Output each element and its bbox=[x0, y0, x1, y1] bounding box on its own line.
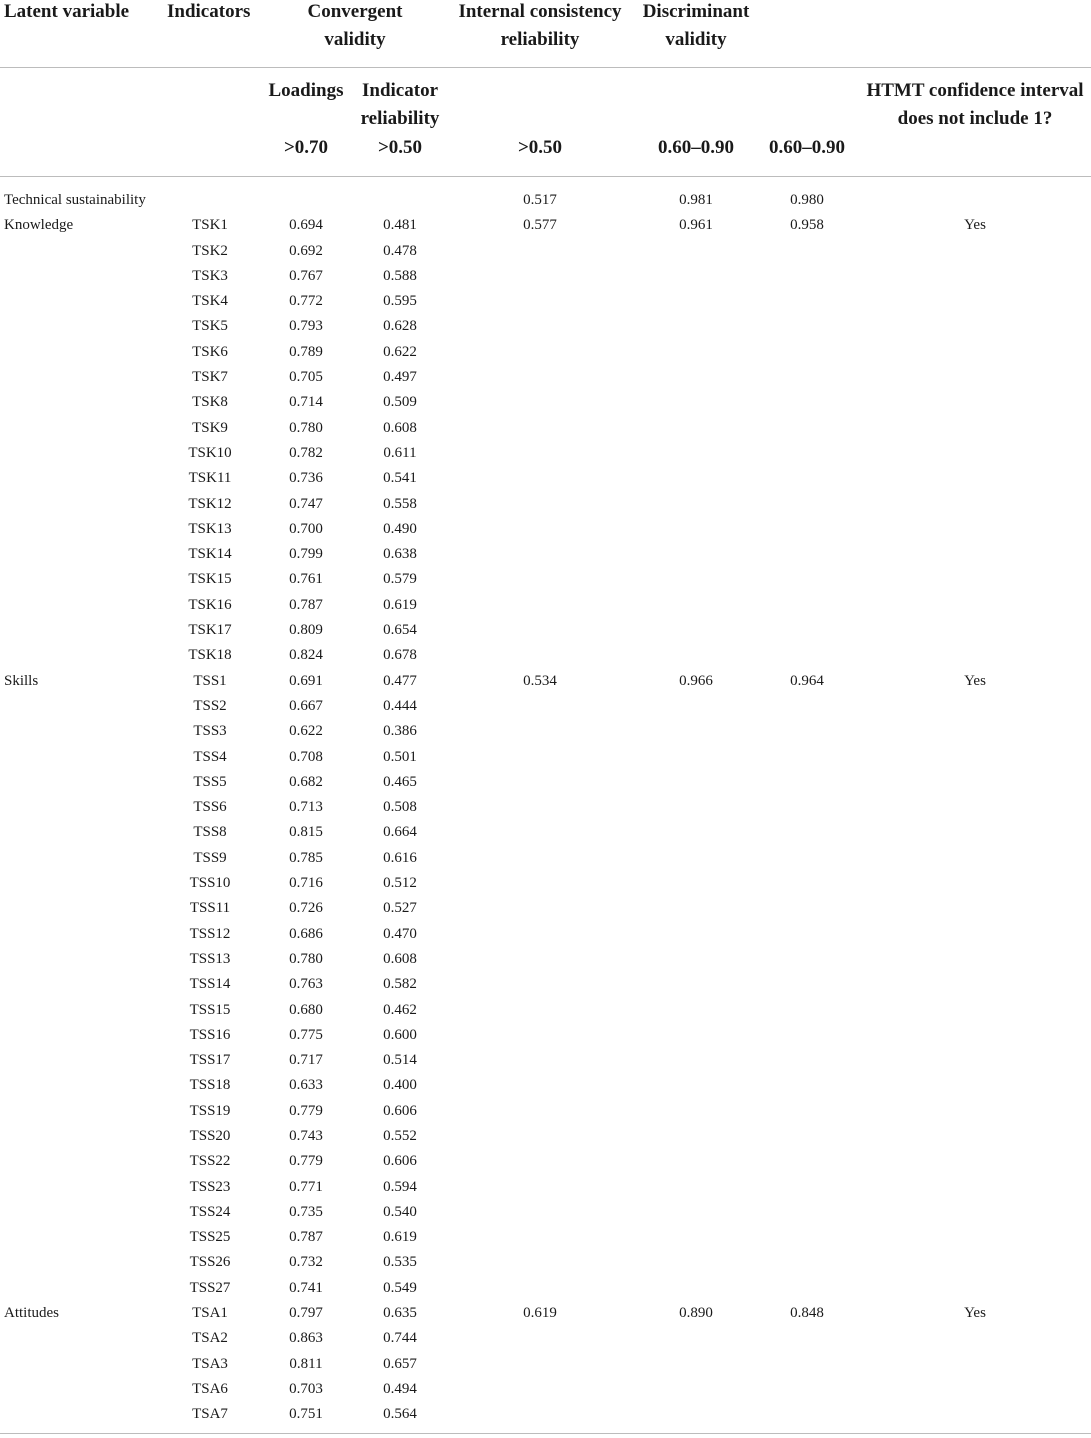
cell-indicator-reliability: 0.600 bbox=[383, 1026, 417, 1043]
table-row bbox=[0, 972, 1091, 997]
cell-rho: 0.848 bbox=[790, 1305, 824, 1322]
cell-loading: 0.622 bbox=[289, 723, 323, 740]
header-htmt-line2: does not include 1? bbox=[897, 108, 1053, 129]
table-body bbox=[0, 188, 1091, 1428]
cell-loading: 0.775 bbox=[289, 1026, 323, 1043]
threshold-rho: 0.60–0.90 bbox=[769, 137, 845, 158]
cell-loading: 0.633 bbox=[289, 1077, 323, 1094]
cell-indicator-reliability: 0.619 bbox=[383, 1229, 417, 1246]
cell-indicator-reliability: 0.549 bbox=[383, 1279, 417, 1296]
cell-indicator-reliability: 0.478 bbox=[383, 242, 417, 259]
table-row bbox=[0, 1326, 1091, 1351]
cell-indicator: TSS8 bbox=[193, 824, 227, 841]
cell-indicator-reliability: 0.444 bbox=[383, 697, 417, 714]
cell-indicator: TSK10 bbox=[188, 444, 232, 461]
cell-loading: 0.703 bbox=[289, 1380, 323, 1397]
cell-indicator-reliability: 0.552 bbox=[383, 1127, 417, 1144]
table-row bbox=[0, 213, 1091, 238]
cell-ave: 0.577 bbox=[523, 217, 557, 234]
table-row bbox=[0, 719, 1091, 744]
header-discriminant-validity bbox=[630, 0, 762, 54]
cell-ave: 0.619 bbox=[523, 1305, 557, 1322]
table-row bbox=[0, 365, 1091, 390]
header-latent-variable: Latent variable bbox=[4, 1, 130, 22]
cell-latent-variable: Knowledge bbox=[4, 217, 74, 234]
table-row bbox=[0, 820, 1091, 845]
cell-indicator-reliability: 0.535 bbox=[383, 1254, 417, 1271]
table-row bbox=[0, 466, 1091, 491]
header-convergent-validity-line2: validity bbox=[324, 29, 386, 50]
cell-htmt: Yes bbox=[964, 672, 986, 689]
cell-latent-variable: Skills bbox=[4, 672, 39, 689]
cell-loading: 0.751 bbox=[289, 1406, 323, 1423]
header-convergent-validity-line1: Convergent bbox=[307, 1, 403, 22]
cell-loading: 0.779 bbox=[289, 1153, 323, 1170]
cell-indicator: TSK8 bbox=[192, 394, 228, 411]
table-row bbox=[0, 1276, 1091, 1301]
cell-composite-reliability: 0.961 bbox=[679, 217, 713, 234]
cell-indicator: TSS26 bbox=[189, 1254, 231, 1271]
threshold-loadings: >0.70 bbox=[283, 137, 329, 158]
cell-indicator: TSS3 bbox=[193, 723, 227, 740]
cell-indicator-reliability: 0.635 bbox=[383, 1305, 417, 1322]
cell-indicator-reliability: 0.494 bbox=[383, 1380, 417, 1397]
table-row bbox=[0, 1048, 1091, 1073]
table-row bbox=[0, 239, 1091, 264]
table-row bbox=[0, 998, 1091, 1023]
cell-loading: 0.763 bbox=[289, 976, 323, 993]
table-row bbox=[0, 770, 1091, 795]
cell-indicator-reliability: 0.540 bbox=[383, 1203, 417, 1220]
cell-indicator: TSK5 bbox=[192, 318, 228, 335]
cell-indicator-reliability: 0.477 bbox=[383, 672, 417, 689]
cell-loading: 0.716 bbox=[289, 875, 323, 892]
cell-indicator: TSK4 bbox=[192, 293, 228, 310]
table-row bbox=[0, 1402, 1091, 1427]
table-row bbox=[0, 922, 1091, 947]
cell-indicator-reliability: 0.514 bbox=[383, 1052, 417, 1069]
cell-indicator: TSS18 bbox=[189, 1077, 231, 1094]
cell-indicator-reliability: 0.595 bbox=[383, 293, 417, 310]
table-row bbox=[0, 1124, 1091, 1149]
cell-indicator-reliability: 0.606 bbox=[383, 1102, 417, 1119]
table-row bbox=[0, 1250, 1091, 1275]
cell-indicator-reliability: 0.638 bbox=[383, 546, 417, 563]
cell-indicator-reliability: 0.509 bbox=[383, 394, 417, 411]
header-htmt bbox=[855, 77, 1091, 133]
cell-indicator: TSK1 bbox=[192, 217, 228, 234]
cell-loading: 0.785 bbox=[289, 849, 323, 866]
cell-composite-reliability: 0.890 bbox=[679, 1305, 713, 1322]
cell-indicator: TSS20 bbox=[189, 1127, 231, 1144]
cell-loading: 0.726 bbox=[289, 900, 323, 917]
cell-loading: 0.779 bbox=[289, 1102, 323, 1119]
cell-loading: 0.686 bbox=[289, 925, 323, 942]
cell-indicator-reliability: 0.744 bbox=[383, 1330, 417, 1347]
cell-loading: 0.799 bbox=[289, 546, 323, 563]
cell-indicator-reliability: 0.541 bbox=[383, 470, 417, 487]
cell-indicator: TSS14 bbox=[189, 976, 231, 993]
cell-indicator-reliability: 0.664 bbox=[383, 824, 417, 841]
cell-loading: 0.741 bbox=[289, 1279, 323, 1296]
cell-indicator: TSK2 bbox=[192, 242, 228, 259]
threshold-indicator-reliability: >0.50 bbox=[377, 137, 423, 158]
table-row bbox=[0, 947, 1091, 972]
cell-indicator: TSS23 bbox=[189, 1178, 231, 1195]
cell-ave: 0.534 bbox=[523, 672, 557, 689]
table-row bbox=[0, 1175, 1091, 1200]
header-indicator-reliability-line1: Indicator bbox=[362, 80, 438, 101]
cell-loading: 0.736 bbox=[289, 470, 323, 487]
cell-indicator-reliability: 0.564 bbox=[383, 1406, 417, 1423]
threshold-cr: 0.60–0.90 bbox=[658, 137, 734, 158]
cell-loading: 0.771 bbox=[289, 1178, 323, 1195]
cell-indicator-reliability: 0.400 bbox=[383, 1077, 417, 1094]
table-row bbox=[0, 517, 1091, 542]
cell-indicator-reliability: 0.497 bbox=[383, 369, 417, 386]
header-internal-consistency bbox=[440, 0, 640, 54]
cell-indicator: TSA6 bbox=[192, 1380, 228, 1397]
cell-loading: 0.747 bbox=[289, 495, 323, 512]
cell-indicator: TSS16 bbox=[189, 1026, 231, 1043]
table-row bbox=[0, 643, 1091, 668]
cell-indicator: TSS17 bbox=[189, 1052, 231, 1069]
cell-loading: 0.667 bbox=[289, 697, 323, 714]
cell-loading: 0.708 bbox=[289, 748, 323, 765]
header-htmt-line1: HTMT confidence interval bbox=[866, 80, 1084, 101]
cell-indicator-reliability: 0.678 bbox=[383, 647, 417, 664]
table-row bbox=[0, 390, 1091, 415]
table-row bbox=[0, 1023, 1091, 1048]
header-internal-consistency-line1: Internal consistency bbox=[458, 1, 622, 22]
cell-composite-reliability: 0.966 bbox=[679, 672, 713, 689]
cell-indicator: TSS22 bbox=[189, 1153, 231, 1170]
cell-loading: 0.691 bbox=[289, 672, 323, 689]
cell-indicator-reliability: 0.608 bbox=[383, 419, 417, 436]
cell-ave: 0.517 bbox=[523, 192, 557, 208]
cell-indicator: TSS15 bbox=[189, 1001, 231, 1018]
cell-htmt: Yes bbox=[964, 1305, 986, 1322]
cell-indicator-reliability: 0.628 bbox=[383, 318, 417, 335]
table-row bbox=[0, 896, 1091, 921]
cell-loading: 0.767 bbox=[289, 267, 323, 284]
cell-indicator-reliability: 0.657 bbox=[383, 1355, 417, 1372]
cell-indicator: TSS1 bbox=[193, 672, 227, 689]
threshold-ave: >0.50 bbox=[517, 137, 563, 158]
cell-indicator: TSS11 bbox=[189, 900, 231, 917]
table-row bbox=[0, 1301, 1091, 1326]
cell-indicator: TSK3 bbox=[192, 267, 228, 284]
table-row bbox=[0, 188, 1091, 213]
cell-loading: 0.787 bbox=[289, 596, 323, 613]
table-rule-bottom bbox=[0, 1433, 1091, 1434]
cell-loading: 0.809 bbox=[289, 622, 323, 639]
cell-indicator-reliability: 0.501 bbox=[383, 748, 417, 765]
cell-indicator: TSS24 bbox=[189, 1203, 231, 1220]
table-row bbox=[0, 846, 1091, 871]
table-row bbox=[0, 340, 1091, 365]
cell-indicator-reliability: 0.470 bbox=[383, 925, 417, 942]
cell-indicator: TSA3 bbox=[192, 1355, 228, 1372]
cell-latent-variable: Technical sustainability bbox=[4, 192, 146, 208]
cell-indicator: TSS6 bbox=[193, 799, 227, 816]
cell-indicator: TSK17 bbox=[188, 622, 232, 639]
table-row bbox=[0, 264, 1091, 289]
cell-indicator-reliability: 0.579 bbox=[383, 571, 417, 588]
table-row bbox=[0, 567, 1091, 592]
cell-loading: 0.782 bbox=[289, 444, 323, 461]
cell-loading: 0.780 bbox=[289, 419, 323, 436]
header-internal-consistency-line2: reliability bbox=[500, 29, 580, 50]
cell-loading: 0.793 bbox=[289, 318, 323, 335]
table-row bbox=[0, 593, 1091, 618]
cell-indicator-reliability: 0.558 bbox=[383, 495, 417, 512]
table-row bbox=[0, 795, 1091, 820]
table-row bbox=[0, 1377, 1091, 1402]
cell-rho: 0.964 bbox=[790, 672, 824, 689]
cell-indicator-reliability: 0.594 bbox=[383, 1178, 417, 1195]
cell-indicator: TSS13 bbox=[189, 950, 231, 967]
cell-rho: 0.958 bbox=[790, 217, 824, 234]
cell-indicator: TSS9 bbox=[193, 849, 227, 866]
cell-indicator: TSK16 bbox=[188, 596, 232, 613]
cell-loading: 0.815 bbox=[289, 824, 323, 841]
header-convergent-validity bbox=[270, 0, 440, 54]
cell-indicator: TSS2 bbox=[193, 697, 227, 714]
cell-loading: 0.692 bbox=[289, 242, 323, 259]
header-rule-bottom bbox=[0, 176, 1091, 177]
table-row bbox=[0, 441, 1091, 466]
cell-indicator: TSK13 bbox=[188, 520, 232, 537]
cell-indicator-reliability: 0.527 bbox=[383, 900, 417, 917]
cell-indicator: TSS27 bbox=[189, 1279, 231, 1296]
cell-indicator: TSK18 bbox=[188, 647, 232, 664]
table-row bbox=[0, 1149, 1091, 1174]
cell-indicator: TSS12 bbox=[189, 925, 231, 942]
cell-indicator: TSK7 bbox=[192, 369, 228, 386]
cell-loading: 0.732 bbox=[289, 1254, 323, 1271]
cell-indicator: TSA1 bbox=[192, 1305, 228, 1322]
cell-loading: 0.694 bbox=[289, 217, 323, 234]
table-row bbox=[0, 289, 1091, 314]
cell-indicator: TSK12 bbox=[188, 495, 232, 512]
cell-loading: 0.787 bbox=[289, 1229, 323, 1246]
cell-loading: 0.811 bbox=[289, 1355, 323, 1372]
table-row bbox=[0, 1225, 1091, 1250]
cell-htmt: Yes bbox=[964, 217, 986, 234]
cell-rho: 0.980 bbox=[790, 192, 824, 208]
cell-indicator-reliability: 0.616 bbox=[383, 849, 417, 866]
header-indicator-reliability bbox=[345, 77, 455, 133]
cell-indicator-reliability: 0.611 bbox=[383, 444, 417, 461]
cell-indicator: TSS4 bbox=[193, 748, 227, 765]
cell-latent-variable: Attitudes bbox=[4, 1305, 59, 1322]
cell-loading: 0.713 bbox=[289, 799, 323, 816]
cell-loading: 0.772 bbox=[289, 293, 323, 310]
cell-indicator-reliability: 0.512 bbox=[383, 875, 417, 892]
cell-loading: 0.714 bbox=[289, 394, 323, 411]
table-row bbox=[0, 314, 1091, 339]
cell-indicator: TSK15 bbox=[188, 571, 232, 588]
table-row bbox=[0, 542, 1091, 567]
table-row bbox=[0, 1099, 1091, 1124]
table-row bbox=[0, 871, 1091, 896]
cell-loading: 0.735 bbox=[289, 1203, 323, 1220]
table-row bbox=[0, 669, 1091, 694]
cell-indicator-reliability: 0.582 bbox=[383, 976, 417, 993]
cell-loading: 0.680 bbox=[289, 1001, 323, 1018]
cell-indicator-reliability: 0.608 bbox=[383, 950, 417, 967]
cell-indicator-reliability: 0.490 bbox=[383, 520, 417, 537]
header-loadings: Loadings bbox=[268, 80, 344, 101]
cell-indicator-reliability: 0.508 bbox=[383, 799, 417, 816]
cell-loading: 0.863 bbox=[289, 1330, 323, 1347]
table-row bbox=[0, 1352, 1091, 1377]
cell-indicator: TSS19 bbox=[189, 1102, 231, 1119]
cell-indicator: TSK11 bbox=[188, 470, 232, 487]
cell-indicator-reliability: 0.462 bbox=[383, 1001, 417, 1018]
table-row bbox=[0, 1200, 1091, 1225]
table-row bbox=[0, 1073, 1091, 1098]
cell-indicator: TSA2 bbox=[192, 1330, 228, 1347]
header-indicators: Indicators bbox=[167, 1, 251, 22]
cell-indicator: TSK9 bbox=[192, 419, 228, 436]
table-row bbox=[0, 618, 1091, 643]
cell-indicator-reliability: 0.619 bbox=[383, 596, 417, 613]
cell-indicator-reliability: 0.622 bbox=[383, 343, 417, 360]
header-rule-top bbox=[0, 67, 1091, 68]
header-discriminant-validity-line1: Discriminant bbox=[642, 1, 750, 22]
cell-indicator: TSK14 bbox=[188, 546, 232, 563]
cell-indicator: TSS10 bbox=[189, 875, 231, 892]
cell-indicator-reliability: 0.465 bbox=[383, 773, 417, 790]
cell-indicator: TSS25 bbox=[189, 1229, 231, 1246]
cell-indicator-reliability: 0.606 bbox=[383, 1153, 417, 1170]
cell-loading: 0.705 bbox=[289, 369, 323, 386]
cell-loading: 0.780 bbox=[289, 950, 323, 967]
cell-indicator-reliability: 0.588 bbox=[383, 267, 417, 284]
cell-indicator: TSK6 bbox=[192, 343, 228, 360]
table-row bbox=[0, 416, 1091, 441]
cell-loading: 0.743 bbox=[289, 1127, 323, 1144]
cell-loading: 0.824 bbox=[289, 647, 323, 664]
cell-loading: 0.717 bbox=[289, 1052, 323, 1069]
cell-loading: 0.789 bbox=[289, 343, 323, 360]
cell-indicator: TSS5 bbox=[193, 773, 227, 790]
table-row bbox=[0, 745, 1091, 770]
cell-indicator: TSA7 bbox=[192, 1406, 228, 1423]
table-row bbox=[0, 694, 1091, 719]
cell-loading: 0.700 bbox=[289, 520, 323, 537]
cell-loading: 0.682 bbox=[289, 773, 323, 790]
cell-indicator-reliability: 0.481 bbox=[383, 217, 417, 234]
header-indicator-reliability-line2: reliability bbox=[360, 108, 440, 129]
cell-indicator-reliability: 0.386 bbox=[383, 723, 417, 740]
cell-loading: 0.761 bbox=[289, 571, 323, 588]
header-discriminant-validity-line2: validity bbox=[665, 29, 727, 50]
cell-indicator-reliability: 0.654 bbox=[383, 622, 417, 639]
cell-composite-reliability: 0.981 bbox=[679, 192, 713, 208]
cell-loading: 0.797 bbox=[289, 1305, 323, 1322]
table-row bbox=[0, 492, 1091, 517]
